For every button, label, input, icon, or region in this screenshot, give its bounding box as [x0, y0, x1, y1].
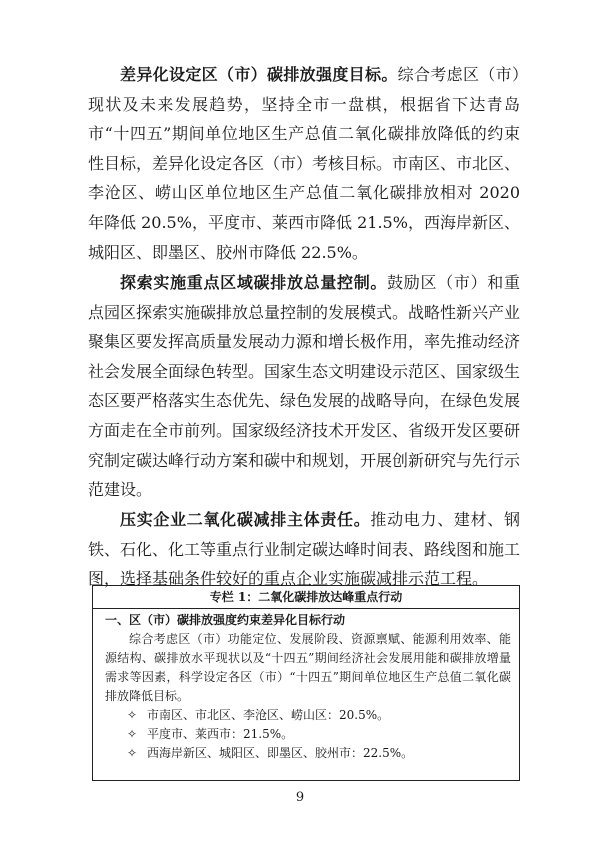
- column-box: [92, 585, 520, 781]
- paragraph-intensity-target: [88, 60, 520, 267]
- list-item-text: 市南区、市北区、李沧区、崂山区：20.5%。: [147, 708, 390, 722]
- column-box-text: 综合考虑区（市）功能定位、发展阶段、资源禀赋、能源利用效率、能源结构、碳排放水平现状以及“十四五”期间经济社会发展用能和碳排放增量需求等因素，科学设定各区（市）“十四五”期间单位地区生产总值二氧化碳排放降低目标。: [105, 632, 511, 703]
- paragraph-lead: 压实企业二氧化碳减排主体责任。: [120, 510, 371, 529]
- list-item: [105, 706, 511, 725]
- column-box-body: [93, 609, 519, 763]
- paragraph-body: 鼓励区（市）和重点园区探索实施碳排放总量控制的发展模式。战略性新兴产业聚集区要发挥高质量发展动力源和增长极作用，率先推动经济社会发展全面绿色转型。国家生态文明建设示范区、国家级生态区要严格落实生态优先、绿色发展的战略导向，在绿色发展方面走在全市前列。国家级经济技术开发区、省级开发区要研究制定碳达峰行动方案和碳中和规划，开展创新研究与先行示范建设。: [88, 273, 521, 500]
- paragraph-total-control: [88, 268, 520, 505]
- column-box-heading: 一、区（市）碳排放强度约束差异化目标行动: [105, 613, 346, 627]
- paragraph-lead: 探索实施重点区域碳排放总量控制。: [120, 273, 388, 292]
- diamond-bullet-icon: ✧: [127, 727, 138, 741]
- list-item-text: 平度市、莱西市：21.5%。: [147, 727, 294, 741]
- diamond-bullet-icon: ✧: [127, 746, 138, 760]
- list-item: [105, 744, 511, 763]
- paragraph-body: 综合考虑区（市）现状及未来发展趋势，坚持全市一盘棋，根据省下达青岛市“十四五”期间单位地区生产总值二氧化碳排放降低的约束性目标，差异化设定各区（市）考核目标。市南区、市北区、李沧区、崂山区单位地区生产总值二氧化碳排放相对 2020 年降低 20.5%，平度市、莱西市降低 21.5%，西海岸新区、城阳区、即墨区、胶州市降低 22.5%。: [88, 65, 521, 262]
- list-item-text: 西海岸新区、城阳区、即墨区、胶州市：22.5%。: [147, 746, 414, 760]
- paragraph-enterprise-responsibility: [88, 505, 520, 594]
- diamond-bullet-icon: ✧: [127, 708, 138, 722]
- list-item: [105, 725, 511, 744]
- paragraph-body: 推动电力、建材、钢铁、石化、化工等重点行业制定碳达峰时间表、路线图和施工图，选择基础条件较好的重点企业实施碳减排示范工程。: [88, 510, 521, 589]
- page-number: 9: [295, 790, 305, 805]
- paragraph-lead: 差异化设定区（市）碳排放强度目标。: [120, 65, 398, 84]
- column-box-title: 专栏 1：二氧化碳排放达峰重点行动: [93, 586, 519, 609]
